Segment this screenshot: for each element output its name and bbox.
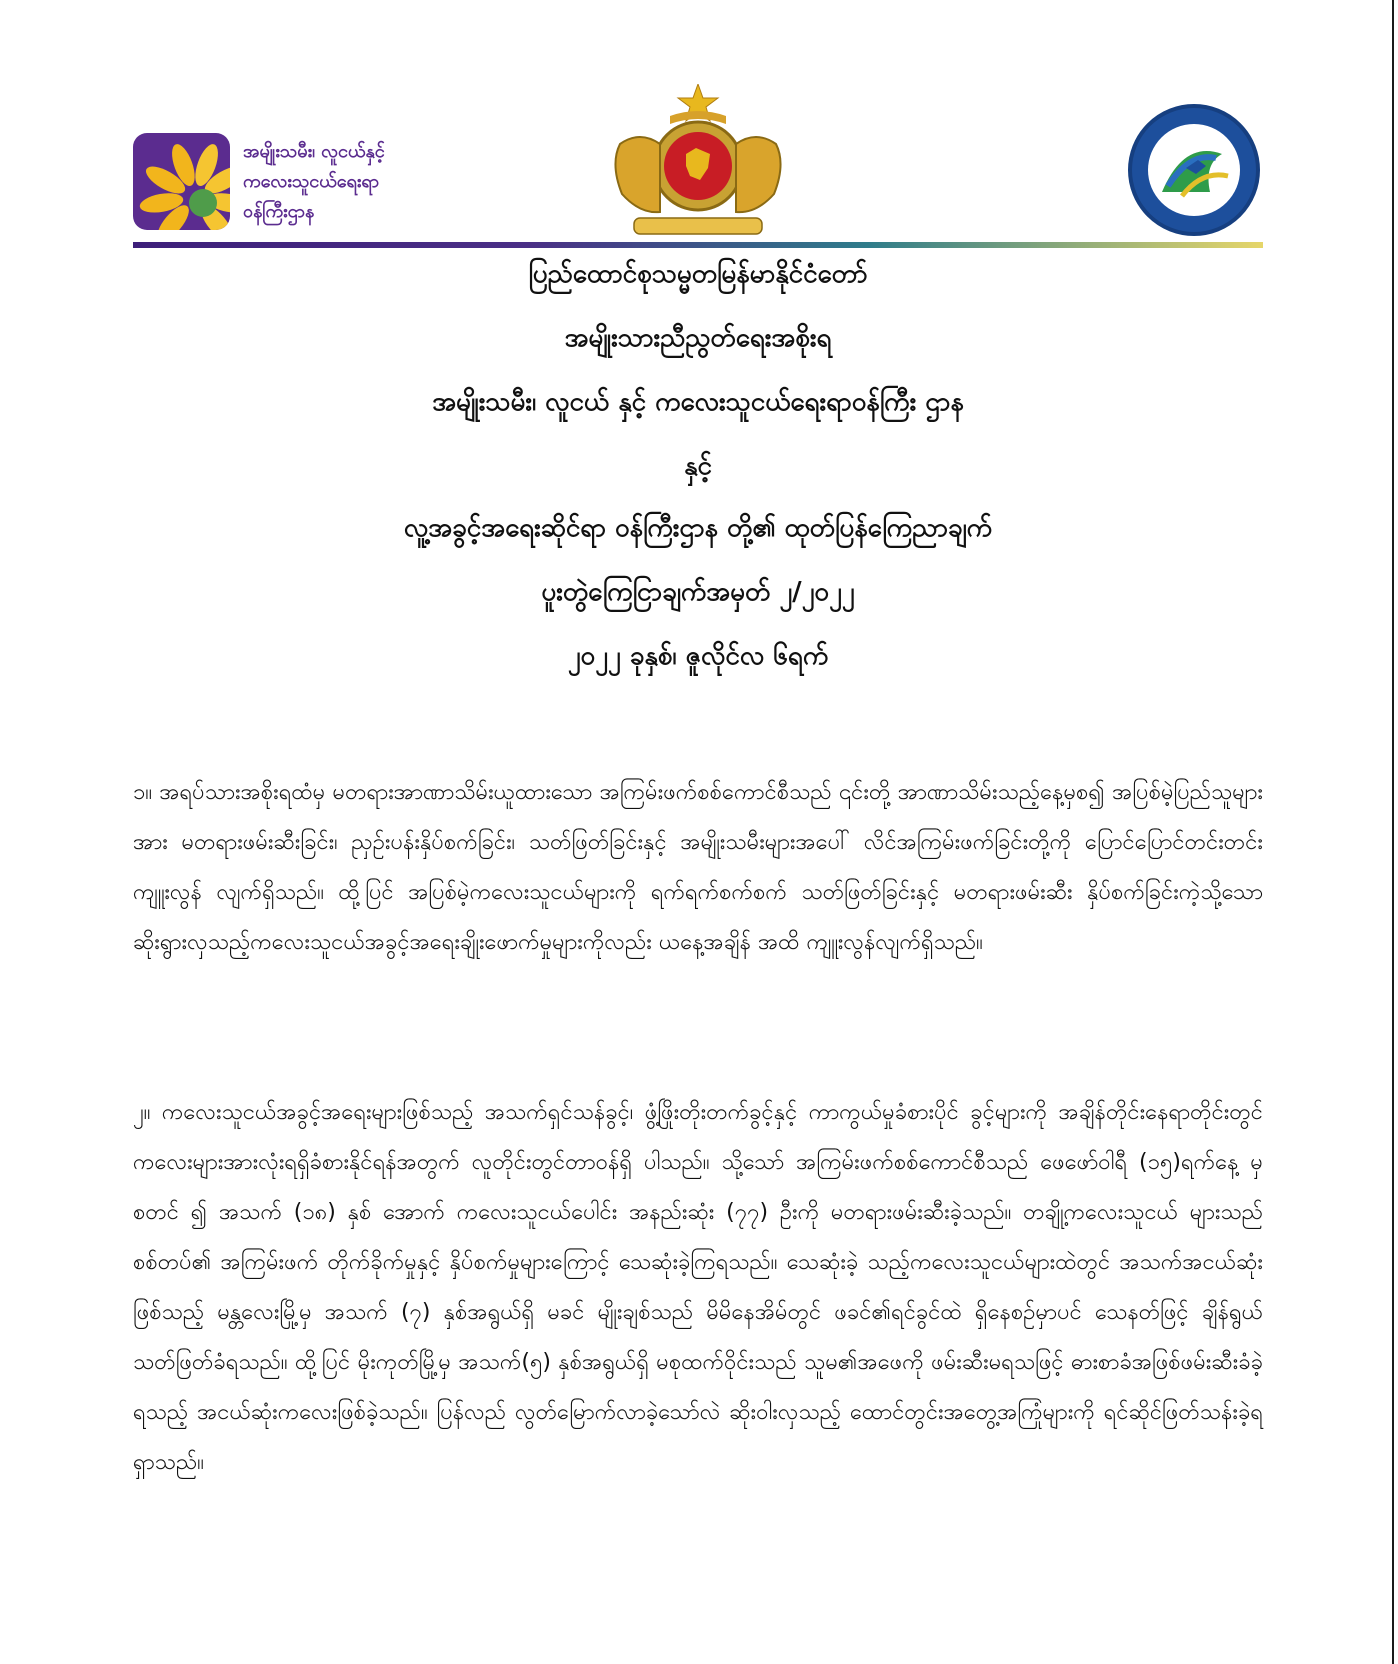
- heading-country: ပြည်ထောင်စုသမ္မတမြန်မာနိုင်ငံတော်: [528, 259, 868, 289]
- header-divider: [133, 242, 1263, 248]
- paragraph-2-text: ၂။ ကလေးသူငယ်အခွင့်အရေးများဖြစ်သည့် အသက်ရှင်သန်ခွင့်၊ ဖွံ့ဖြိုးတိုးတက်ခွင့်နှင့် ကာကွယ်မှုခံစားပိုင် ခွင့်များကို အချိန်တိုင်းနေရာတိုင်းတွင် ကလေးများအားလုံးရရှိခံစားနိုင်ရန်အတွက် လူတိုင်းတွင်တာဝန်ရှိ ပါသည်။ သို့သော် အကြမ်းဖက်စစ်ကောင်စီသည် ဖေဖော်ဝါရီ (၁၅)ရက်နေ့ မှ စတင် ၍ အသက် (၁၈) နှစ် အောက် ကလေးသူငယ်ပေါင်း အနည်းဆုံး (၇၇) ဦးကို မတရားဖမ်းဆီးခဲ့သည်။ တချို့ကလေးသူငယ် များသည် စစ်တပ်၏ အကြမ်းဖက် တိုက်ခိုက်မှုနှင့် နှိပ်စက်မှုများကြောင့် သေဆုံးခဲ့ကြရသည်။ သေဆုံးခဲ့ သည့်ကလေးသူငယ်များထဲတွင် အသက်အငယ်ဆုံးဖြစ်သည့် မန္တလေးမြို့မှ အသက် (၇) နှစ်အရွယ်ရှိ မခင် မျိုးချစ်သည် မိမိနေအိမ်တွင် ဖခင်၏ရင်ခွင်ထဲ ရှိနေစဉ်မှာပင် သေနတ်ဖြင့် ချိန်ရွယ် သတ်ဖြတ်ခံရသည်။ ထို့ပြင် မိုးကုတ်မြို့မှ အသက်(၅) နှစ်အရွယ်ရှိ မစုထက်ဝိုင်းသည် သူမ၏အဖေကို ဖမ်းဆီးမရသဖြင့် ဓားစာခံအဖြစ်ဖမ်းဆီးခံခဲ့ရသည့် အငယ်ဆုံးကလေးဖြစ်ခဲ့သည်။ ပြန်လည် လွတ်မြောက်လာခဲ့သော်လဲ ဆိုးဝါးလှသည့် ထောင်တွင်းအတွေ့အကြုံများကို ရင်ဆိုင်ဖြတ်သန်းခဲ့ရရှာသည်။: [133, 1100, 1263, 1475]
- paragraph-2: [133, 1088, 1263, 1488]
- flower-badge-icon: [133, 133, 230, 230]
- heading-statement: လူ့အခွင့်အရေးဆိုင်ရာ ဝန်ကြီးဌာန တို့၏ ထုတ်ပြန်ကြေညာချက်: [403, 513, 993, 543]
- logo-line-3: ဝန်ကြီးဌာန: [243, 201, 315, 222]
- heading-government: အမျိုးသားညီညွတ်ရေးအစိုးရ: [564, 323, 832, 353]
- paragraph-1: [133, 768, 1263, 968]
- ministry-women-youth-children-logo: [133, 133, 385, 233]
- logo-line-2: ကလေးသူငယ်ရေးရာ: [243, 171, 380, 192]
- ministry-of-human-rights-seal: [1124, 100, 1264, 240]
- heading-ministry-women: အမျိုးသမီး၊ လူငယ် နှင့် ကလေးသူငယ်ရေးရာဝန်ကြီး ဌာန: [432, 387, 964, 417]
- logo-line-1: အမျိုးသမီး၊ လူငယ်နှင့်: [243, 141, 385, 162]
- heading-statement-number: ပူးတွဲကြေငြာချက်အမှတ် ၂/၂၀၂၂: [541, 577, 855, 607]
- heading-and: နှင့်: [684, 451, 712, 481]
- ministry-logo-text: [243, 137, 383, 227]
- state-emblem: [600, 84, 796, 240]
- paragraph-1-text: ၁။ အရပ်သားအစိုးရထံမှ မတရားအာဏာသိမ်းယူထားသော အကြမ်းဖက်စစ်ကောင်စီသည် ၎င်းတို့ အာဏာသိမ်းသည့်နေ့မှစ၍ အပြစ်မဲ့ပြည်သူများအား မတရားဖမ်းဆီးခြင်း၊ ညှဉ်းပန်းနှိပ်စက်ခြင်း၊ သတ်ဖြတ်ခြင်းနှင့် အမျိုးသမီးများအပေါ် လိင်အကြမ်းဖက်ခြင်းတို့ကို ပြောင်ပြောင်တင်းတင်း ကျူးလွန် လျက်ရှိသည်။ ထို့ပြင် အပြစ်မဲ့ကလေးသူငယ်များကို ရက်ရက်စက်စက် သတ်ဖြတ်ခြင်းနှင့် မတရားဖမ်းဆီး နှိပ်စက်ခြင်းကဲ့သို့သော ဆိုးရွားလှသည့်ကလေးသူငယ်အခွင့်အရေးချိုးဖောက်မှုများကိုလည်း ယနေ့အချိန် အထိ ကျူးလွန်လျက်ရှိသည်။: [133, 780, 1263, 955]
- heading-date: ၂၀၂၂ ခုနှစ်၊ ဇူလိုင်လ ၆ရက်: [567, 641, 829, 671]
- page-edge-line: [1392, 0, 1394, 1664]
